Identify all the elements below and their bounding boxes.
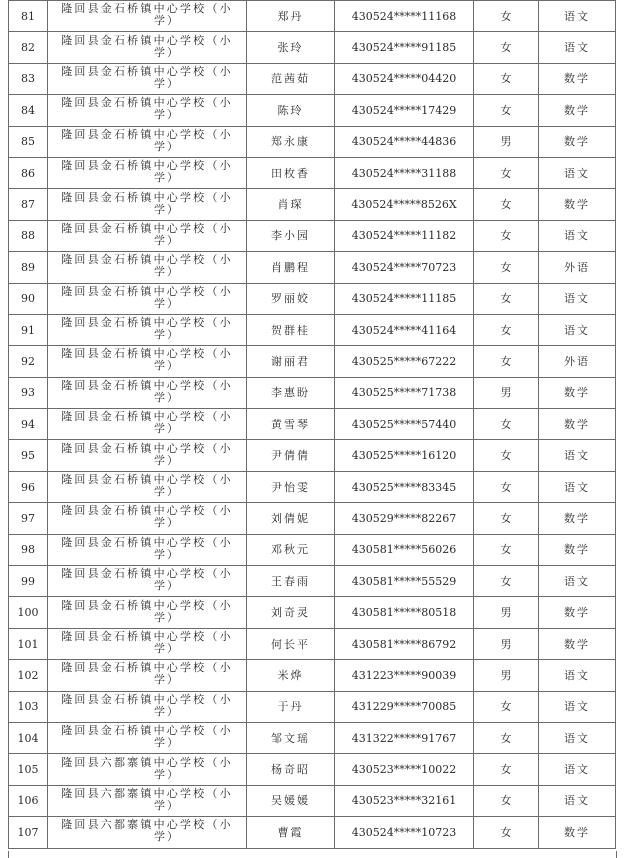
school-name-line1: 隆回县金石桥镇中心学校（小 [61,33,233,47]
subject-cell: 语文 [539,722,616,753]
school-name-line1: 隆回县金石桥镇中心学校（小 [61,473,233,487]
school-name-line1: 隆回县金石桥镇中心学校（小 [61,410,233,424]
row-number-cell: 102 [9,660,48,691]
id-number-cell: 430525*****83345 [335,471,474,502]
table-row [9,754,616,785]
school-name-line1: 隆回县六都寨镇中心学校（小 [61,818,233,832]
school-name-line1: 隆回县金石桥镇中心学校（小 [61,441,233,455]
name-cell: 田枚香 [247,157,335,188]
school-name-line1: 隆回县金石桥镇中心学校（小 [61,253,233,267]
subject-cell: 语文 [539,220,616,251]
subject-cell: 语文 [539,785,616,816]
id-number-cell: 431229*****70085 [335,691,474,722]
school-name-line1: 隆回县金石桥镇中心学校（小 [61,316,233,330]
subject-cell: 数学 [539,628,616,659]
id-number-cell: 430525*****16120 [335,440,474,471]
school-cell [48,314,247,345]
school-name-line2: 学） [154,76,180,90]
subject-cell: 语文 [539,1,616,32]
row-number-cell: 100 [9,597,48,628]
gender-cell: 女 [474,409,539,440]
roster-sheet [8,0,615,849]
school-name-line1: 隆回县金石桥镇中心学校（小 [61,221,233,235]
school-name-line2: 学） [154,265,180,279]
name-cell: 肖琛 [247,189,335,220]
school-name-line2: 学） [154,736,180,750]
row-number-cell: 104 [9,722,48,753]
school-name-line1: 隆回县金石桥镇中心学校（小 [61,159,233,173]
id-number-cell: 430581*****56026 [335,534,474,565]
gender-cell: 女 [474,785,539,816]
id-number-cell: 430524*****04420 [335,63,474,94]
gender-cell: 女 [474,189,539,220]
gender-cell: 女 [474,95,539,126]
school-cell [48,409,247,440]
school-cell [48,817,247,848]
name-cell: 李惠盼 [247,377,335,408]
school-cell [48,157,247,188]
school-cell [48,63,247,94]
table-row [9,157,616,188]
subject-cell: 语文 [539,660,616,691]
school-cell [48,534,247,565]
school-name-line2: 学） [154,453,180,467]
school-cell [48,471,247,502]
school-name-line1: 隆回县金石桥镇中心学校（小 [61,535,233,549]
subject-cell: 语文 [539,471,616,502]
name-cell: 米烨 [247,660,335,691]
table-row [9,1,616,32]
row-number-cell: 107 [9,817,48,848]
id-number-cell: 430524*****44836 [335,126,474,157]
subject-cell: 外语 [539,252,616,283]
subject-cell: 语文 [539,691,616,722]
id-number-cell: 430524*****41164 [335,314,474,345]
row-number-cell: 87 [9,189,48,220]
id-number-cell: 430529*****82267 [335,503,474,534]
gender-cell: 女 [474,346,539,377]
id-number-cell: 430523*****32161 [335,785,474,816]
table-row [9,63,616,94]
school-name-line1: 隆回县金石桥镇中心学校（小 [61,284,233,298]
school-name-line1: 隆回县金石桥镇中心学校（小 [61,630,233,643]
subject-cell: 数学 [539,503,616,534]
id-number-cell: 430581*****55529 [335,566,474,597]
subject-cell: 数学 [539,817,616,848]
school-cell [48,377,247,408]
school-cell [48,660,247,691]
school-name-line2: 学） [154,642,180,655]
row-number-cell: 90 [9,283,48,314]
subject-cell: 数学 [539,189,616,220]
id-number-cell: 430581*****80518 [335,597,474,628]
row-number-cell: 96 [9,471,48,502]
row-number-cell: 91 [9,314,48,345]
school-name-line1: 隆回县金石桥镇中心学校（小 [61,347,233,361]
gender-cell: 男 [474,628,539,659]
gender-cell: 女 [474,1,539,32]
school-name-line2: 学） [154,798,180,812]
name-cell: 邹文瑶 [247,722,335,753]
gender-cell: 女 [474,722,539,753]
name-cell: 肖鹏程 [247,252,335,283]
subject-cell: 数学 [539,63,616,94]
row-number-cell: 92 [9,346,48,377]
gender-cell: 女 [474,32,539,63]
gender-cell: 男 [474,377,539,408]
gender-cell: 男 [474,660,539,691]
id-number-cell: 430525*****71738 [335,377,474,408]
gender-cell: 女 [474,220,539,251]
school-name-line2: 学） [154,830,180,844]
table-row [9,691,616,722]
row-number-cell: 85 [9,126,48,157]
name-cell: 杨奇昭 [247,754,335,785]
name-cell: 尹怡雯 [247,471,335,502]
name-cell: 曹霞 [247,817,335,848]
school-cell [48,1,247,32]
name-cell: 张玲 [247,32,335,63]
next-row-fragment [8,851,617,858]
name-cell: 王春雨 [247,566,335,597]
name-cell: 陈玲 [247,95,335,126]
school-name-line1: 隆回县金石桥镇中心学校（小 [61,64,233,78]
id-number-cell: 430525*****67222 [335,346,474,377]
id-number-cell: 430524*****11168 [335,1,474,32]
gender-cell: 女 [474,691,539,722]
gender-cell: 男 [474,597,539,628]
school-name-line2: 学） [154,139,180,153]
school-name-line2: 学） [154,359,180,373]
gender-cell: 女 [474,471,539,502]
gender-cell: 男 [474,126,539,157]
school-name-line2: 学） [154,108,180,122]
subject-cell: 语文 [539,283,616,314]
id-number-cell: 430524*****8526X [335,189,474,220]
name-cell: 吴媛媛 [247,785,335,816]
school-cell [48,691,247,722]
row-number-cell: 99 [9,566,48,597]
id-number-cell: 430581*****86792 [335,628,474,659]
school-cell [48,126,247,157]
school-name-line1: 隆回县金石桥镇中心学校（小 [61,504,233,518]
school-name-line1: 隆回县金石桥镇中心学校（小 [61,127,233,141]
table-row [9,409,616,440]
school-cell [48,189,247,220]
subject-cell: 语文 [539,32,616,63]
school-name-line1: 隆回县金石桥镇中心学校（小 [61,661,233,675]
school-cell [48,503,247,534]
row-number-cell: 86 [9,157,48,188]
roster-table-body [9,1,616,849]
table-row [9,628,616,659]
subject-cell: 数学 [539,534,616,565]
name-cell: 邓秋元 [247,534,335,565]
school-cell [48,220,247,251]
school-cell [48,566,247,597]
school-name-line2: 学） [154,422,180,436]
name-cell: 罗丽姣 [247,283,335,314]
name-cell: 郑丹 [247,1,335,32]
subject-cell: 外语 [539,346,616,377]
row-number-cell: 94 [9,409,48,440]
school-cell [48,252,247,283]
name-cell: 刘奇灵 [247,597,335,628]
school-name-line1: 隆回县金石桥镇中心学校（小 [61,96,233,110]
id-number-cell: 430524*****70723 [335,252,474,283]
school-name-line1: 隆回县六都寨镇中心学校（小 [61,755,233,769]
school-name-line2: 学） [154,328,180,342]
table-row [9,503,616,534]
table-row [9,252,616,283]
gender-cell: 女 [474,63,539,94]
row-number-cell: 88 [9,220,48,251]
school-name-line2: 学） [154,673,180,687]
row-number-cell: 97 [9,503,48,534]
subject-cell: 数学 [539,597,616,628]
school-name-line1: 隆回县六都寨镇中心学校（小 [61,786,233,800]
row-number-cell: 101 [9,628,48,659]
school-name-line2: 学） [154,14,180,28]
school-name-line2: 学） [154,547,180,561]
row-number-cell: 83 [9,63,48,94]
table-row [9,566,616,597]
row-number-cell: 93 [9,377,48,408]
name-cell: 李小园 [247,220,335,251]
table-row [9,283,616,314]
subject-cell: 语文 [539,754,616,785]
id-number-cell: 431322*****91767 [335,722,474,753]
gender-cell: 女 [474,817,539,848]
table-row [9,817,616,848]
table-row [9,189,616,220]
table-row [9,314,616,345]
school-name-line2: 学） [154,296,180,310]
school-name-line1: 隆回县金石桥镇中心学校（小 [61,692,233,706]
table-row [9,785,616,816]
id-number-cell: 431223*****90039 [335,660,474,691]
table-row [9,440,616,471]
school-cell [48,283,247,314]
school-cell [48,785,247,816]
school-name-line2: 学） [154,45,180,59]
id-number-cell: 430524*****91185 [335,32,474,63]
school-name-line2: 学） [154,516,180,530]
row-number-cell: 103 [9,691,48,722]
id-number-cell: 430525*****57440 [335,409,474,440]
school-name-line2: 学） [154,767,180,781]
id-number-cell: 430523*****10022 [335,754,474,785]
school-name-line2: 学） [154,704,180,718]
id-number-cell: 430524*****11182 [335,220,474,251]
school-name-line1: 隆回县金石桥镇中心学校（小 [61,378,233,392]
gender-cell: 女 [474,503,539,534]
school-name-line1: 隆回县金石桥镇中心学校（小 [61,598,233,612]
table-row [9,95,616,126]
school-name-line2: 学） [154,171,180,185]
school-name-line2: 学） [154,202,180,216]
gender-cell: 女 [474,314,539,345]
school-cell [48,346,247,377]
school-name-line2: 学） [154,390,180,404]
row-number-cell: 81 [9,1,48,32]
table-row [9,534,616,565]
row-number-cell: 89 [9,252,48,283]
school-name-line2: 学） [154,485,180,499]
gender-cell: 女 [474,157,539,188]
row-number-cell: 105 [9,754,48,785]
id-number-cell: 430524*****31188 [335,157,474,188]
row-number-cell: 98 [9,534,48,565]
table-row [9,471,616,502]
name-cell: 贺群桂 [247,314,335,345]
table-row [9,220,616,251]
school-cell [48,440,247,471]
school-name-line1: 隆回县金石桥镇中心学校（小 [61,190,233,204]
id-number-cell: 430524*****17429 [335,95,474,126]
school-name-line1: 隆回县金石桥镇中心学校（小 [61,2,233,16]
id-number-cell: 430524*****11185 [335,283,474,314]
school-name-line1: 隆回县金石桥镇中心学校（小 [61,567,233,581]
subject-cell: 语文 [539,440,616,471]
name-cell: 黄雪琴 [247,409,335,440]
name-cell: 谢丽君 [247,346,335,377]
row-number-cell: 95 [9,440,48,471]
table-row [9,597,616,628]
subject-cell: 数学 [539,377,616,408]
subject-cell: 数学 [539,126,616,157]
gender-cell: 女 [474,566,539,597]
id-number-cell: 430524*****10723 [335,817,474,848]
name-cell: 郑永康 [247,126,335,157]
table-row [9,32,616,63]
name-cell: 范茜茹 [247,63,335,94]
gender-cell: 女 [474,440,539,471]
subject-cell: 语文 [539,566,616,597]
gender-cell: 女 [474,754,539,785]
roster-table [8,0,616,849]
table-row [9,346,616,377]
subject-cell: 数学 [539,95,616,126]
subject-cell: 数学 [539,409,616,440]
row-number-cell: 84 [9,95,48,126]
name-cell: 于丹 [247,691,335,722]
row-number-cell: 82 [9,32,48,63]
table-row [9,126,616,157]
school-cell [48,754,247,785]
table-row [9,377,616,408]
school-cell [48,628,247,659]
table-row [9,722,616,753]
gender-cell: 女 [474,252,539,283]
school-name-line1: 隆回县金石桥镇中心学校（小 [61,724,233,738]
name-cell: 何长平 [247,628,335,659]
name-cell: 尹倩倩 [247,440,335,471]
school-name-line2: 学） [154,610,180,624]
school-name-line2: 学） [154,579,180,593]
table-row [9,660,616,691]
gender-cell: 女 [474,534,539,565]
gender-cell: 女 [474,283,539,314]
subject-cell: 语文 [539,157,616,188]
school-name-line2: 学） [154,233,180,247]
school-cell [48,722,247,753]
school-cell [48,597,247,628]
name-cell: 刘倩妮 [247,503,335,534]
school-cell [48,95,247,126]
subject-cell: 语文 [539,314,616,345]
school-cell [48,32,247,63]
row-number-cell: 106 [9,785,48,816]
